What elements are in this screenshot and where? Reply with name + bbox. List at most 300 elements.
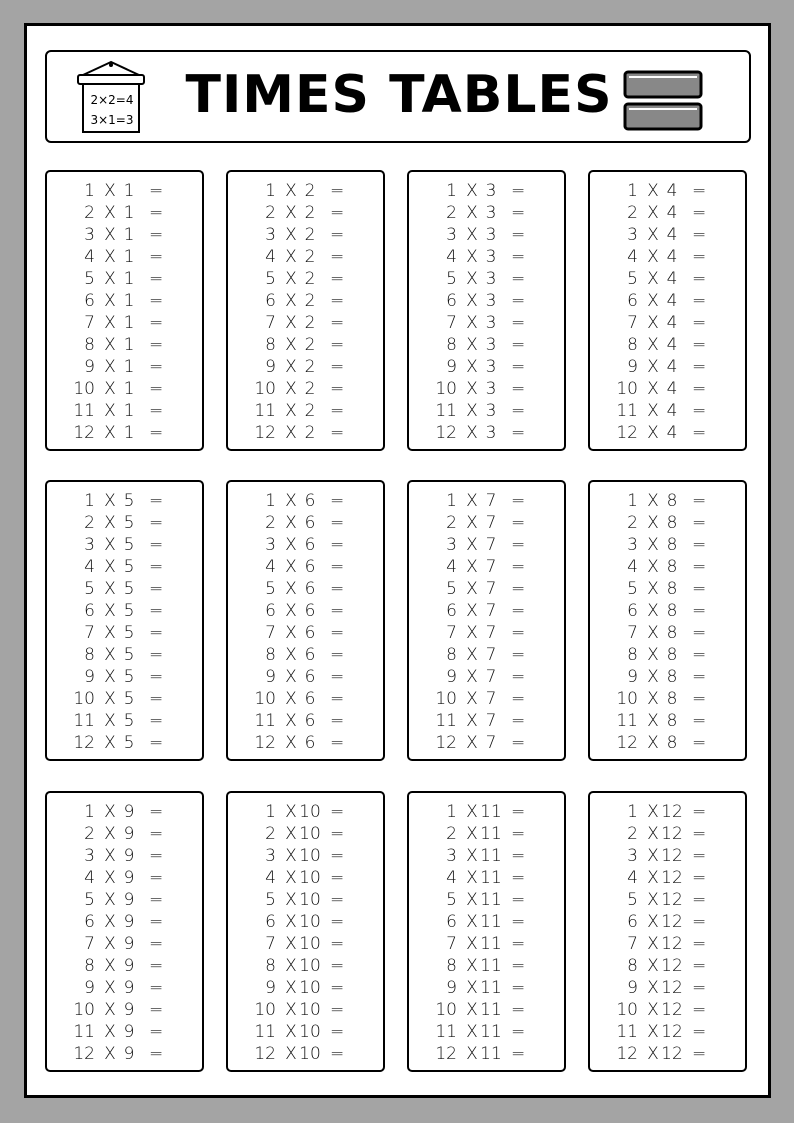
multiplier: 10 bbox=[299, 868, 321, 888]
multiplier: 1 bbox=[123, 423, 135, 443]
equation-row bbox=[590, 334, 745, 356]
board-equation-1: 2×2=4 bbox=[90, 93, 134, 107]
times-sign: X bbox=[285, 357, 297, 377]
equals-sign: = bbox=[149, 247, 164, 267]
equation-row bbox=[590, 512, 745, 534]
equation-row bbox=[590, 246, 745, 268]
equals-sign: = bbox=[692, 491, 707, 511]
times-sign: X bbox=[104, 269, 116, 289]
multiplicand: 2 bbox=[265, 513, 276, 533]
equation-row bbox=[47, 556, 202, 578]
times-sign: X bbox=[285, 824, 297, 844]
multiplicand: 2 bbox=[446, 824, 457, 844]
multiplicand: 1 bbox=[84, 181, 95, 201]
multiplicand: 10 bbox=[435, 1000, 457, 1020]
times-sign: X bbox=[647, 513, 659, 533]
page-title: TIMES TABLES bbox=[185, 65, 613, 125]
times-sign: X bbox=[466, 181, 478, 201]
equals-sign: = bbox=[149, 225, 164, 245]
times-sign: X bbox=[647, 802, 659, 822]
times-sign: X bbox=[647, 357, 659, 377]
multiplier: 3 bbox=[485, 247, 497, 267]
equation-row bbox=[47, 867, 202, 889]
times-sign: X bbox=[285, 181, 297, 201]
multiplicand: 1 bbox=[627, 491, 638, 511]
multiplicand: 1 bbox=[265, 181, 276, 201]
multiplier: 6 bbox=[304, 667, 316, 687]
equation-row bbox=[409, 534, 564, 556]
times-table-7 bbox=[407, 480, 566, 761]
equals-sign: = bbox=[692, 890, 707, 910]
multiplicand: 12 bbox=[435, 423, 457, 443]
equation-row bbox=[590, 268, 745, 290]
equation-row bbox=[47, 732, 202, 754]
equals-sign: = bbox=[511, 802, 526, 822]
times-sign: X bbox=[647, 912, 659, 932]
times-sign: X bbox=[104, 203, 116, 223]
multiplier: 1 bbox=[123, 335, 135, 355]
times-sign: X bbox=[285, 1000, 297, 1020]
equation-row bbox=[228, 644, 383, 666]
multiplicand: 9 bbox=[84, 357, 95, 377]
equals-sign: = bbox=[330, 846, 345, 866]
multiplier: 7 bbox=[485, 601, 497, 621]
times-sign: X bbox=[647, 956, 659, 976]
times-sign: X bbox=[104, 423, 116, 443]
equals-sign: = bbox=[149, 956, 164, 976]
equals-sign: = bbox=[149, 601, 164, 621]
equals-sign: = bbox=[330, 335, 345, 355]
times-sign: X bbox=[466, 313, 478, 333]
multiplier: 11 bbox=[480, 824, 502, 844]
equation-row bbox=[590, 1043, 745, 1065]
times-sign: X bbox=[285, 401, 297, 421]
times-sign: X bbox=[647, 181, 659, 201]
multiplier: 10 bbox=[299, 1044, 321, 1064]
times-sign: X bbox=[285, 733, 297, 753]
equation-row bbox=[409, 955, 564, 977]
multiplier: 4 bbox=[666, 203, 678, 223]
equals-sign: = bbox=[692, 203, 707, 223]
equals-sign: = bbox=[692, 934, 707, 954]
equation-row bbox=[590, 889, 745, 911]
times-sign: X bbox=[466, 557, 478, 577]
multiplicand: 7 bbox=[627, 623, 638, 643]
equals-sign: = bbox=[511, 956, 526, 976]
equation-row bbox=[590, 534, 745, 556]
multiplier: 2 bbox=[304, 401, 316, 421]
equals-sign: = bbox=[330, 1044, 345, 1064]
multiplicand: 11 bbox=[73, 1022, 95, 1042]
times-sign: X bbox=[466, 1000, 478, 1020]
multiplier: 1 bbox=[123, 291, 135, 311]
chalkboard-icon bbox=[77, 60, 145, 136]
multiplier: 3 bbox=[485, 181, 497, 201]
multiplicand: 12 bbox=[616, 423, 638, 443]
board-equation-2: 3×1=3 bbox=[90, 113, 134, 127]
multiplicand: 3 bbox=[446, 846, 457, 866]
multiplicand: 2 bbox=[627, 513, 638, 533]
multiplicand: 11 bbox=[616, 401, 638, 421]
multiplier: 6 bbox=[304, 645, 316, 665]
equals-sign: = bbox=[511, 978, 526, 998]
equation-row bbox=[409, 312, 564, 334]
times-sign: X bbox=[466, 934, 478, 954]
multiplicand: 5 bbox=[446, 579, 457, 599]
equation-row bbox=[47, 334, 202, 356]
times-sign: X bbox=[285, 623, 297, 643]
times-sign: X bbox=[466, 601, 478, 621]
equation-row bbox=[228, 977, 383, 999]
multiplicand: 12 bbox=[616, 733, 638, 753]
multiplicand: 10 bbox=[254, 689, 276, 709]
multiplier: 10 bbox=[299, 912, 321, 932]
multiplier: 5 bbox=[123, 623, 135, 643]
multiplier: 1 bbox=[123, 225, 135, 245]
multiplier: 12 bbox=[661, 978, 683, 998]
multiplicand: 9 bbox=[446, 667, 457, 687]
multiplier: 2 bbox=[304, 313, 316, 333]
multiplicand: 9 bbox=[446, 978, 457, 998]
equation-row bbox=[47, 977, 202, 999]
times-table-12 bbox=[588, 791, 747, 1072]
multiplicand: 9 bbox=[265, 667, 276, 687]
equals-sign: = bbox=[149, 579, 164, 599]
times-sign: X bbox=[104, 956, 116, 976]
multiplier: 7 bbox=[485, 733, 497, 753]
equation-row bbox=[409, 268, 564, 290]
multiplicand: 9 bbox=[84, 978, 95, 998]
times-sign: X bbox=[104, 667, 116, 687]
equals-sign: = bbox=[330, 802, 345, 822]
equation-row bbox=[590, 845, 745, 867]
equation-row bbox=[409, 334, 564, 356]
times-sign: X bbox=[466, 513, 478, 533]
equation-row bbox=[409, 867, 564, 889]
multiplier: 10 bbox=[299, 890, 321, 910]
equation-row bbox=[228, 578, 383, 600]
equals-sign: = bbox=[692, 379, 707, 399]
equation-row bbox=[590, 312, 745, 334]
multiplier: 5 bbox=[123, 733, 135, 753]
times-sign: X bbox=[647, 535, 659, 555]
multiplicand: 4 bbox=[265, 557, 276, 577]
times-sign: X bbox=[285, 335, 297, 355]
multiplier: 11 bbox=[480, 934, 502, 954]
equation-row bbox=[590, 490, 745, 512]
equation-row bbox=[590, 801, 745, 823]
equation-row bbox=[409, 202, 564, 224]
multiplier: 1 bbox=[123, 203, 135, 223]
equals-sign: = bbox=[330, 912, 345, 932]
equation-row bbox=[47, 710, 202, 732]
multiplicand: 10 bbox=[616, 689, 638, 709]
multiplicand: 12 bbox=[435, 1044, 457, 1064]
multiplicand: 9 bbox=[627, 667, 638, 687]
equation-row bbox=[47, 490, 202, 512]
equals-sign: = bbox=[330, 733, 345, 753]
times-sign: X bbox=[647, 225, 659, 245]
equals-sign: = bbox=[149, 357, 164, 377]
times-sign: X bbox=[104, 181, 116, 201]
equals-sign: = bbox=[511, 623, 526, 643]
equals-sign: = bbox=[511, 247, 526, 267]
multiplicand: 4 bbox=[446, 868, 457, 888]
multiplicand: 8 bbox=[265, 956, 276, 976]
multiplicand: 6 bbox=[627, 601, 638, 621]
multiplier: 11 bbox=[480, 1022, 502, 1042]
equals-sign: = bbox=[692, 291, 707, 311]
equation-row bbox=[409, 889, 564, 911]
multiplier: 6 bbox=[304, 513, 316, 533]
equation-row bbox=[590, 688, 745, 710]
times-sign: X bbox=[285, 491, 297, 511]
multiplier: 10 bbox=[299, 978, 321, 998]
times-sign: X bbox=[285, 313, 297, 333]
times-sign: X bbox=[647, 711, 659, 731]
times-sign: X bbox=[647, 978, 659, 998]
times-sign: X bbox=[104, 868, 116, 888]
times-sign: X bbox=[285, 203, 297, 223]
equation-row bbox=[590, 911, 745, 933]
multiplicand: 8 bbox=[84, 956, 95, 976]
multiplicand: 8 bbox=[446, 956, 457, 976]
equation-row bbox=[228, 534, 383, 556]
times-sign: X bbox=[285, 890, 297, 910]
multiplicand: 6 bbox=[265, 601, 276, 621]
multiplicand: 6 bbox=[84, 601, 95, 621]
times-sign: X bbox=[647, 689, 659, 709]
multiplicand: 6 bbox=[446, 291, 457, 311]
multiplier: 1 bbox=[123, 401, 135, 421]
times-sign: X bbox=[104, 491, 116, 511]
multiplicand: 12 bbox=[73, 423, 95, 443]
times-sign: X bbox=[647, 291, 659, 311]
times-sign: X bbox=[466, 579, 478, 599]
equation-row bbox=[228, 312, 383, 334]
multiplicand: 2 bbox=[446, 513, 457, 533]
multiplicand: 11 bbox=[435, 711, 457, 731]
equals-sign: = bbox=[511, 711, 526, 731]
multiplicand: 6 bbox=[84, 912, 95, 932]
multiplicand: 5 bbox=[265, 890, 276, 910]
times-sign: X bbox=[285, 846, 297, 866]
equals-sign: = bbox=[149, 645, 164, 665]
multiplicand: 5 bbox=[627, 269, 638, 289]
equals-sign: = bbox=[330, 557, 345, 577]
equation-row bbox=[590, 378, 745, 400]
multiplier: 8 bbox=[666, 667, 678, 687]
equation-row bbox=[590, 556, 745, 578]
times-sign: X bbox=[285, 667, 297, 687]
multiplier: 3 bbox=[485, 335, 497, 355]
equation-row bbox=[47, 422, 202, 444]
times-sign: X bbox=[104, 335, 116, 355]
multiplicand: 6 bbox=[265, 291, 276, 311]
equation-row bbox=[47, 312, 202, 334]
equals-sign: = bbox=[511, 513, 526, 533]
equals-sign: = bbox=[149, 313, 164, 333]
multiplicand: 3 bbox=[265, 225, 276, 245]
times-sign: X bbox=[466, 269, 478, 289]
equals-sign: = bbox=[330, 401, 345, 421]
equals-sign: = bbox=[511, 535, 526, 555]
multiplier: 7 bbox=[485, 491, 497, 511]
equation-row bbox=[590, 224, 745, 246]
multiplicand: 10 bbox=[616, 379, 638, 399]
equation-row bbox=[228, 911, 383, 933]
multiplicand: 11 bbox=[616, 711, 638, 731]
equation-row bbox=[409, 1043, 564, 1065]
multiplicand: 7 bbox=[84, 313, 95, 333]
equation-row bbox=[47, 512, 202, 534]
multiplicand: 2 bbox=[265, 824, 276, 844]
multiplicand: 1 bbox=[446, 802, 457, 822]
times-sign: X bbox=[104, 225, 116, 245]
equals-sign: = bbox=[149, 868, 164, 888]
equation-row bbox=[409, 823, 564, 845]
multiplicand: 1 bbox=[446, 491, 457, 511]
equals-sign: = bbox=[511, 313, 526, 333]
multiplier: 2 bbox=[304, 203, 316, 223]
multiplicand: 5 bbox=[84, 890, 95, 910]
multiplier: 9 bbox=[123, 912, 135, 932]
equation-row bbox=[47, 889, 202, 911]
equation-row bbox=[228, 246, 383, 268]
equation-row bbox=[228, 202, 383, 224]
multiplier: 5 bbox=[123, 645, 135, 665]
equation-row bbox=[409, 512, 564, 534]
multiplier: 4 bbox=[666, 225, 678, 245]
equals-sign: = bbox=[511, 645, 526, 665]
multiplicand: 9 bbox=[84, 667, 95, 687]
equals-sign: = bbox=[330, 956, 345, 976]
times-sign: X bbox=[285, 557, 297, 577]
times-table-8 bbox=[588, 480, 747, 761]
times-sign: X bbox=[647, 1000, 659, 1020]
times-sign: X bbox=[647, 247, 659, 267]
equals-sign: = bbox=[511, 733, 526, 753]
multiplicand: 3 bbox=[627, 225, 638, 245]
equation-row bbox=[590, 180, 745, 202]
equals-sign: = bbox=[149, 291, 164, 311]
equals-sign: = bbox=[692, 824, 707, 844]
multiplicand: 7 bbox=[265, 313, 276, 333]
equation-row bbox=[409, 688, 564, 710]
multiplier: 11 bbox=[480, 890, 502, 910]
equals-sign: = bbox=[330, 623, 345, 643]
multiplier: 1 bbox=[123, 269, 135, 289]
equation-row bbox=[590, 202, 745, 224]
multiplier: 7 bbox=[485, 557, 497, 577]
multiplicand: 3 bbox=[84, 846, 95, 866]
multiplicand: 3 bbox=[265, 535, 276, 555]
multiplicand: 6 bbox=[627, 912, 638, 932]
multiplicand: 11 bbox=[616, 1022, 638, 1042]
equals-sign: = bbox=[511, 890, 526, 910]
equation-row bbox=[590, 600, 745, 622]
multiplier: 7 bbox=[485, 711, 497, 731]
multiplier: 9 bbox=[123, 824, 135, 844]
equals-sign: = bbox=[149, 557, 164, 577]
equation-row bbox=[590, 977, 745, 999]
times-sign: X bbox=[466, 291, 478, 311]
equals-sign: = bbox=[330, 181, 345, 201]
multiplier: 12 bbox=[661, 846, 683, 866]
multiplier: 11 bbox=[480, 802, 502, 822]
multiplicand: 11 bbox=[435, 1022, 457, 1042]
multiplier: 2 bbox=[304, 291, 316, 311]
multiplier: 12 bbox=[661, 956, 683, 976]
multiplicand: 2 bbox=[84, 203, 95, 223]
equals-sign: = bbox=[692, 802, 707, 822]
multiplier: 8 bbox=[666, 579, 678, 599]
multiplicand: 5 bbox=[627, 890, 638, 910]
multiplicand: 3 bbox=[627, 535, 638, 555]
times-table-5 bbox=[45, 480, 204, 761]
multiplier: 2 bbox=[304, 423, 316, 443]
multiplier: 2 bbox=[304, 269, 316, 289]
equals-sign: = bbox=[692, 1000, 707, 1020]
equation-row bbox=[228, 556, 383, 578]
times-sign: X bbox=[285, 423, 297, 443]
multiplier: 5 bbox=[123, 535, 135, 555]
multiplicand: 7 bbox=[265, 623, 276, 643]
multiplier: 8 bbox=[666, 623, 678, 643]
equation-row bbox=[590, 710, 745, 732]
equation-row bbox=[409, 911, 564, 933]
equals-sign: = bbox=[330, 203, 345, 223]
multiplicand: 4 bbox=[627, 868, 638, 888]
equals-sign: = bbox=[692, 711, 707, 731]
equals-sign: = bbox=[692, 247, 707, 267]
equals-sign: = bbox=[149, 181, 164, 201]
equation-row bbox=[47, 955, 202, 977]
equation-row bbox=[590, 622, 745, 644]
equation-row bbox=[409, 356, 564, 378]
multiplicand: 1 bbox=[627, 802, 638, 822]
times-sign: X bbox=[285, 513, 297, 533]
equals-sign: = bbox=[692, 557, 707, 577]
multiplicand: 10 bbox=[435, 379, 457, 399]
equals-sign: = bbox=[149, 802, 164, 822]
multiplicand: 9 bbox=[446, 357, 457, 377]
equals-sign: = bbox=[330, 225, 345, 245]
multiplicand: 9 bbox=[627, 978, 638, 998]
multiplier: 12 bbox=[661, 1022, 683, 1042]
multiplier: 8 bbox=[666, 689, 678, 709]
equals-sign: = bbox=[692, 978, 707, 998]
equals-sign: = bbox=[692, 225, 707, 245]
equals-sign: = bbox=[511, 557, 526, 577]
equation-row bbox=[409, 224, 564, 246]
multiplicand: 12 bbox=[254, 733, 276, 753]
equals-sign: = bbox=[330, 247, 345, 267]
multiplicand: 1 bbox=[627, 181, 638, 201]
equation-row bbox=[590, 422, 745, 444]
times-sign: X bbox=[285, 802, 297, 822]
multiplier: 2 bbox=[304, 335, 316, 355]
equation-row bbox=[47, 688, 202, 710]
times-sign: X bbox=[104, 535, 116, 555]
times-table-10 bbox=[226, 791, 385, 1072]
equals-sign: = bbox=[330, 291, 345, 311]
times-sign: X bbox=[466, 357, 478, 377]
times-sign: X bbox=[647, 623, 659, 643]
multiplicand: 10 bbox=[73, 1000, 95, 1020]
equation-row bbox=[409, 422, 564, 444]
multiplicand: 12 bbox=[254, 1044, 276, 1064]
